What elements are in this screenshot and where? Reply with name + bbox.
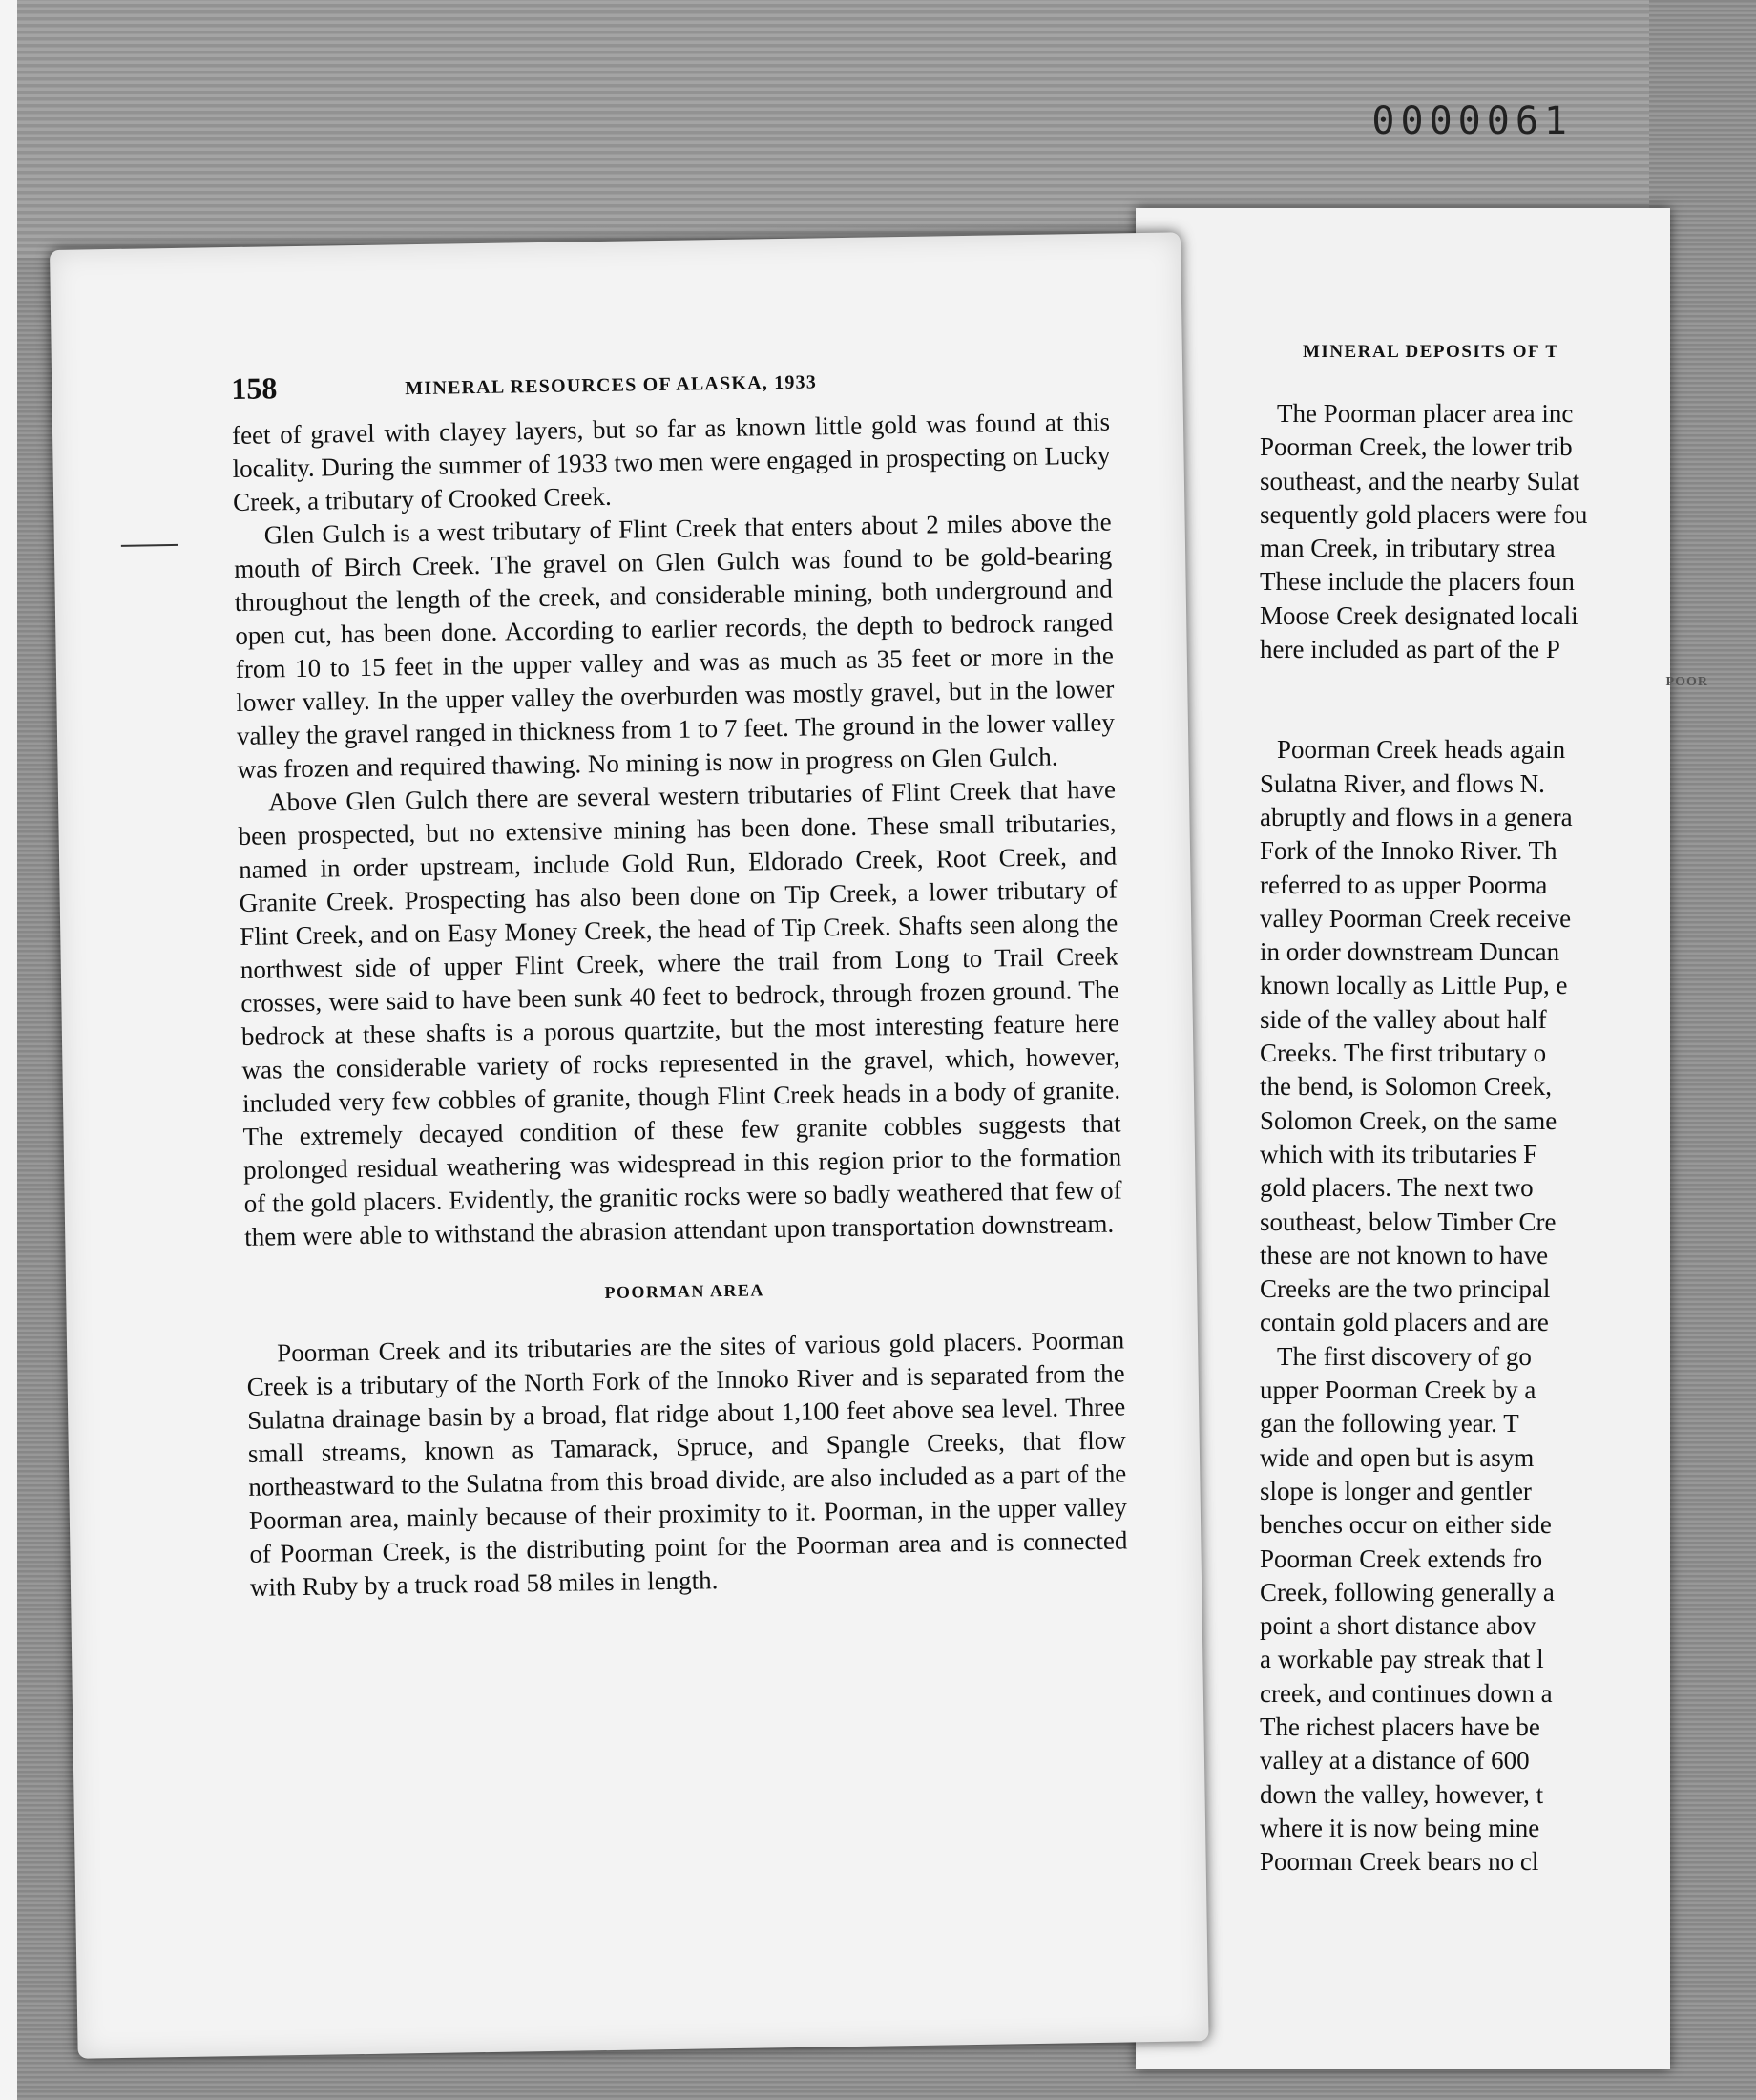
text-line: a workable pay streak that l [1260, 1645, 1544, 1674]
running-head: MINERAL RESOURCES OF ALASKA, 1933 [405, 371, 818, 400]
text-line: Creek, following generally a [1260, 1577, 1555, 1606]
text-line: southeast, below Timber Cre [1260, 1207, 1557, 1236]
text-line: The richest placers have be [1260, 1712, 1540, 1741]
text-line: The first discovery of go [1277, 1341, 1532, 1371]
text-line: These include the placers foun [1260, 567, 1575, 597]
section-title: POORMAN AREA [604, 1280, 765, 1303]
text-line: Poorman Creek, the lower trib [1260, 432, 1573, 462]
text-line: which with its tributaries F [1260, 1139, 1537, 1168]
text-line: southeast, and the nearby Sulat [1260, 466, 1580, 495]
right-subhead: POOR [1665, 675, 1708, 690]
text-line: upper Poorman Creek by a [1260, 1376, 1536, 1405]
paragraph: Above Glen Gulch there are several western tributaries of Flint Creek that have been prospected, but no extensive mining has been done. These small tributaries, named in order upstream, include Gold Run, Eldorado Creek, Root Creek, and Granite Creek. Prospecting has also been done on Tip Creek, a lower tributary of Flint Creek, and on Easy Money Creek, the head of Tip Creek. Shafts seen along the northwest side of upper Flint Creek, where the trail from Long to Trail Creek crosses, were said to have been sunk 40 feet to bedrock, through frozen ground. The bedrock at these shafts is a porous quartzite, but the most interesting feature here was the considerable variety of rocks represented in the gravel, which, however, included very few cobbles of granite, though Flint Creek heads in a body of granite. The extremely decayed condition of these few granite cobbles suggests that prolonged residual weathering was widespread in this region prior to the formation of the gold placers. Evidently, the granitic rocks were so badly weathered that few of them were able to withstand the abrasion attendant upon transportation downstream. [238, 774, 1122, 1251]
text-line: Poorman Creek extends fro [1260, 1544, 1543, 1573]
text-line: the bend, is Solomon Creek, [1260, 1072, 1552, 1102]
text-line: known locally as Little Pup, e [1260, 971, 1568, 1000]
text-line: Solomon Creek, on the same [1260, 1105, 1557, 1135]
scan-margin [0, 0, 17, 2100]
text-line: Creeks. The first tributary o [1260, 1039, 1547, 1068]
text-line: valley at a distance of 600 [1260, 1746, 1530, 1775]
text-line: gan the following year. T [1260, 1409, 1519, 1438]
text-line: wide and open but is asym [1260, 1442, 1535, 1472]
text-line: contain gold placers and are [1260, 1308, 1549, 1337]
text-line: in order downstream Duncan [1260, 937, 1560, 967]
text-line: The Poorman placer area inc [1277, 399, 1574, 428]
text-line: gold placers. The next two [1260, 1173, 1534, 1203]
text-line: here included as part of the P [1260, 635, 1560, 664]
page-number: 158 [231, 370, 278, 407]
right-block-3 [1260, 1340, 1756, 1880]
text-line: side of the valley about half [1260, 1004, 1547, 1034]
paragraph: Glen Gulch is a west tributary of Flint Creek that enters about 2 miles above the mouth of Birch Creek. The gravel on Glen Gulch was found to be gold-bearing throughout the length of the creek, and considerable mining, both underground and open cut, has been done. According to earlier records, the depth to bedrock ranged from 10 to 15 feet in the upper valley and was as much as 35 feet or more in the lower valley. In the upper valley the overburden was mostly gravel, but in the lower valley the gravel ranged in thickness from 1 to 7 feet. The ground in the lower valley was frozen and required thawing. No mining is now in progress on Glen Gulch. [234, 507, 1116, 784]
left-page-text [232, 406, 1128, 1605]
paragraph: Poorman Creek and its tributaries are the sites of various gold placers. Poorman Creek is a tributary of the North Fork of the Innoko River and is separated from the Sulatna drainage basin by a broad, flat ridge about 1,100 feet above sea level. Three small streams, known as Tamarack, Spruce, and Spangle Creeks, that flow northeastward to the Sulatna from this broad divide, are also included as a part of the Poorman area, mainly because of their proximity to it. Poorman, in the upper valley of Poorman Creek, is the distributing point for the Poorman area and is connected with Ruby by a truck road 58 miles in length. [246, 1325, 1128, 1602]
text-line: Creeks are the two principal [1260, 1274, 1551, 1304]
text-line: valley Poorman Creek receive [1260, 903, 1572, 933]
text-line: abruptly and flows in a genera [1260, 802, 1573, 831]
text-line: where it is now being mine [1260, 1813, 1540, 1842]
paragraph: feet of gravel with clayey layers, but so far as known little gold was found at this locality. During the summer of 1933 two men were engaged in prospecting on Lucky Creek, a tributary of Crooked Creek. [231, 407, 1111, 517]
text-line: point a short distance abov [1260, 1611, 1536, 1641]
text-line: down the valley, however, t [1260, 1779, 1544, 1809]
right-page [1136, 208, 1708, 2069]
right-page-text [1260, 397, 1756, 1879]
text-line: these are not known to have [1260, 1240, 1549, 1270]
text-line: benches occur on either side [1260, 1510, 1552, 1540]
right-running-head: MINERAL DEPOSITS OF T [1303, 342, 1559, 362]
text-line: man Creek, in tributary strea [1260, 534, 1556, 563]
text-line: referred to as upper Poorma [1260, 870, 1548, 899]
left-page [50, 232, 1209, 2058]
page-mark [121, 544, 178, 547]
text-line: Poorman Creek heads again [1277, 735, 1566, 765]
text-line: Fork of the Innoko River. Th [1260, 836, 1557, 866]
text-line: creek, and continues down a [1260, 1678, 1553, 1708]
document-number: 0000061 [1371, 99, 1573, 143]
text-line: sequently gold placers were fou [1260, 499, 1588, 529]
right-block-1 [1260, 397, 1756, 666]
right-block-2 [1260, 733, 1756, 1339]
text-line: Moose Creek designated locali [1260, 600, 1578, 630]
text-line: slope is longer and gentler [1260, 1476, 1532, 1505]
text-line: Sulatna River, and flows N. [1260, 768, 1545, 798]
text-line: Poorman Creek bears no cl [1260, 1847, 1539, 1877]
